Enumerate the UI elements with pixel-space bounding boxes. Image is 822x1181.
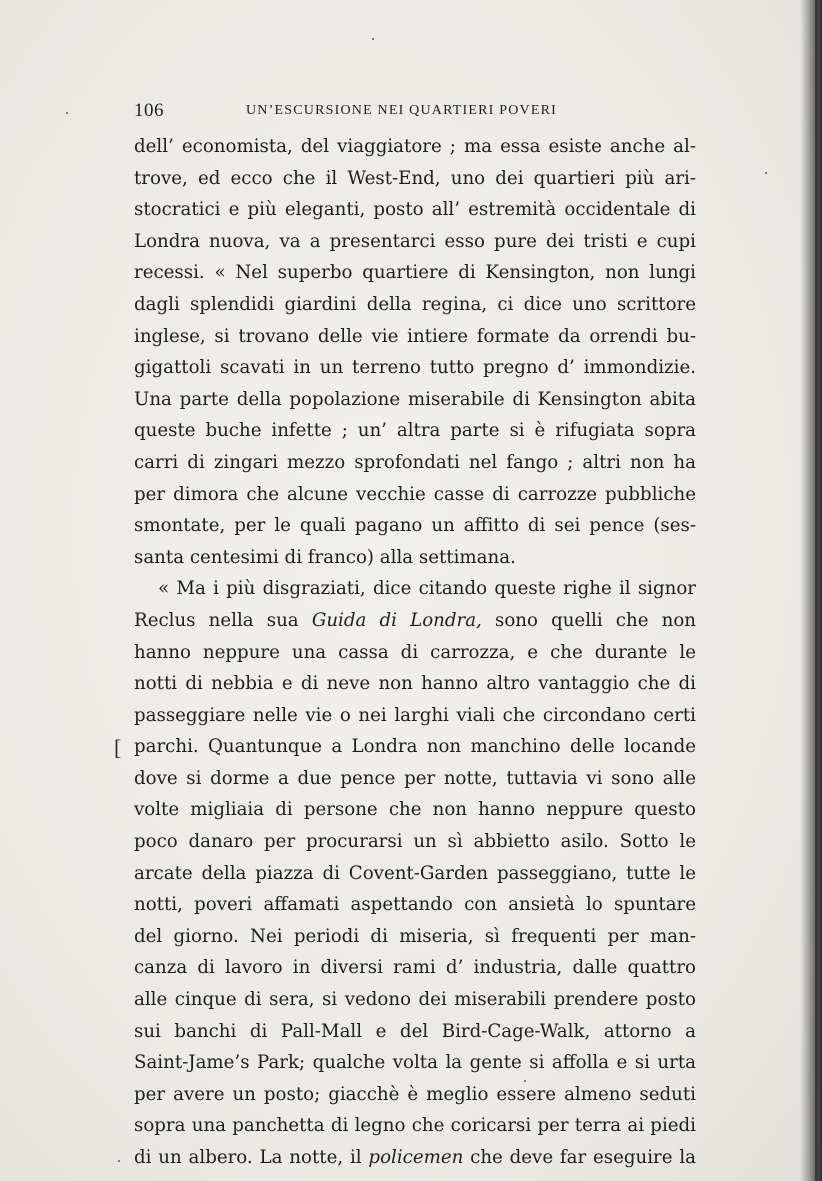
text-line xyxy=(134,605,696,637)
page-edge-line xyxy=(815,0,818,1181)
page-header xyxy=(134,100,696,128)
text-line: stocratici e più eleganti, posto all’ estremità occidentale di xyxy=(134,199,696,221)
text-line: per dimora che alcune vecchie casse di carrozze pubbliche xyxy=(134,483,696,505)
text-run: che deve far eseguire la xyxy=(463,1147,696,1168)
text-line: poco danaro per procurarsi un sì abbietto asilo. Sotto le xyxy=(134,831,696,853)
text-line: Londra nuova, va a presentarci esso pure dei tristi e cupi xyxy=(134,230,696,252)
text-line: dove si dorme a due pence per notte, tuttavia vi sono alle xyxy=(134,767,696,789)
book-title-italic: Guida di Londra, xyxy=(311,609,482,631)
text-line: recessi. « Nel superbo quartiere di Kensington, non lungi xyxy=(134,262,696,284)
text-line: hanno neppure una cassa di carrozza, e che durante le xyxy=(134,641,696,663)
running-head: UN’ESCURSIONE NEI QUARTIERI POVERI xyxy=(246,103,558,118)
text-line: queste buche infette ; un’ altra parte si è rifugiata sopra xyxy=(134,420,696,442)
text-line: trove, ed ecco che il West-End, uno dei quartieri più ari- xyxy=(134,167,696,189)
text-line: sui banchi di Pall-Mall e del Bird-Cage-Walk, attorno a xyxy=(134,1020,696,1042)
text-line: carri di zingari mezzo sprofondati nel fango ; altri non ha xyxy=(134,451,696,473)
text-line: alle cinque di sera, si vedono dei miserabili prendere posto xyxy=(134,989,696,1011)
text-line: volte migliaia di persone che non hanno neppure questo xyxy=(134,799,696,821)
text-run: sono quelli che non xyxy=(481,609,696,631)
text-line: dagli splendidi giardini della regina, ci dice uno scrittore xyxy=(134,293,696,315)
text-line: Saint-Jame’s Park; qualche volta la gente si affolla e si urta xyxy=(134,1052,696,1074)
page-number: 106 xyxy=(134,100,164,121)
italic-word: policemen xyxy=(368,1147,464,1168)
text-line: canza di lavoro in diversi rami d’ industria, dalle quattro xyxy=(134,957,696,979)
text-line: passeggiare nelle vie o nei larghi viali che circondano certi xyxy=(134,704,696,726)
text-line: Una parte della popolazione miserabile di Kensington abita xyxy=(134,388,696,410)
text-line-paragraph-end: santa centesimi di franco) alla settimana. xyxy=(134,546,516,568)
text-line xyxy=(134,1142,696,1174)
text-line: parchi. Quantunque a Londra non manchino delle locande xyxy=(134,736,696,758)
text-line: gigattoli scavati in un terreno tutto pregno d’ immondizie. xyxy=(134,357,696,379)
paper-speck xyxy=(372,38,374,40)
text-run: di un albero. La notte, il xyxy=(134,1147,369,1168)
text-line: smontate, per le quali pagano un affitto di sei pence (ses- xyxy=(134,515,696,537)
text-line: notti, poveri affamati aspettando con ansietà lo spuntare xyxy=(134,894,696,916)
text-line: inglese, si trovano delle vie intiere formate da orrendi bu- xyxy=(134,325,696,347)
paper-speck xyxy=(765,172,767,174)
text-line: per avere un posto; giacchè è meglio essere almeno seduti xyxy=(134,1083,696,1105)
text-run: Reclus nella sua xyxy=(134,609,312,631)
text-line: del giorno. Nei periodi di miseria, sì frequenti per man- xyxy=(134,925,696,947)
body-text xyxy=(134,131,696,1174)
page-edge-shadow xyxy=(800,0,822,1181)
text-line: arcate della piazza di Covent-Garden passeggiano, tutte le xyxy=(134,862,696,884)
paper-speck xyxy=(118,1160,120,1162)
text-line: notti di nebbia e di neve non hanno altro vantaggio che di xyxy=(134,673,696,695)
margin-bracket-mark: [ xyxy=(114,735,122,760)
paper-speck xyxy=(66,112,68,114)
text-line-paragraph-start: « Ma i più disgraziati, dice citando queste righe il signor xyxy=(158,578,696,600)
text-line: sopra una panchetta di legno che coricarsi per terra ai piedi xyxy=(134,1115,696,1137)
text-line: dell’ economista, del viaggiatore ; ma essa esiste anche al- xyxy=(134,136,696,157)
